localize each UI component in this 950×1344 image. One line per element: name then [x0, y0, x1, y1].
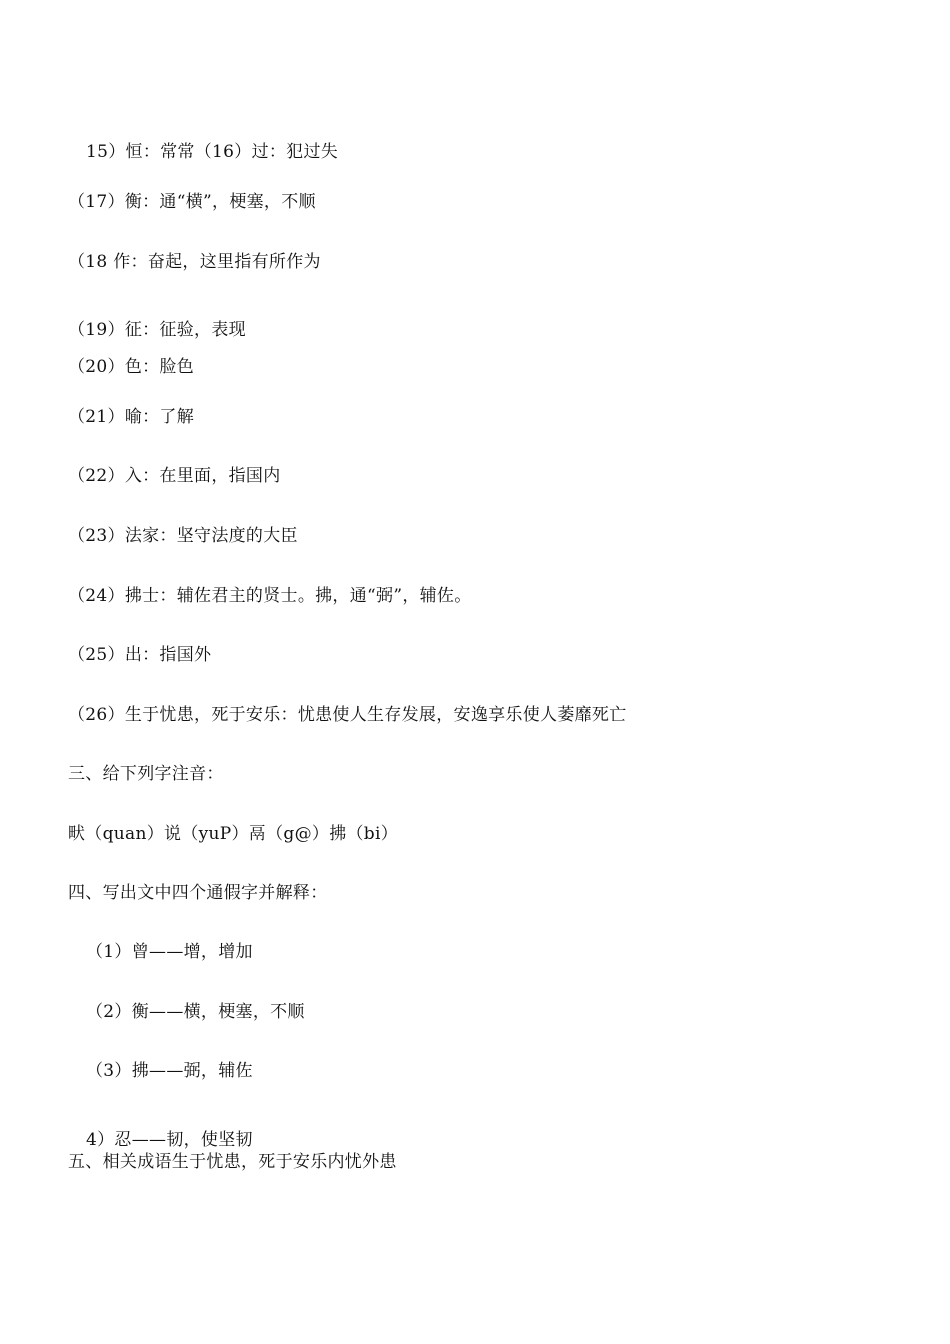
note-line-17: （17）衡：通“横”，梗塞，不顺 [68, 192, 316, 212]
note-line-25: （25）出：指国外 [68, 645, 212, 665]
note-line-26: （26）生于忧患，死于安乐：忧患使人生存发展，安逸享乐使人萎靡死亡 [68, 705, 627, 725]
tongjia-item-1: （1）曾——增，增加 [86, 942, 253, 962]
note-line-15-16: 15）恒：常常（16）过：犯过失 [86, 142, 339, 162]
section-three-heading: 三、给下列字注音： [68, 764, 224, 784]
note-line-19: （19）征：征验，表现 [68, 320, 246, 340]
note-line-23: （23）法家：坚守法度的大臣 [68, 526, 298, 546]
pronunciation-line: 畎（quan）说（yuP）鬲（g@）拂（bi） [68, 824, 399, 844]
tongjia-item-4: 4）忍——韧，使坚韧 [86, 1130, 253, 1150]
note-line-22: （22）入：在里面，指国内 [68, 466, 281, 486]
note-line-24: （24）拂士：辅佐君主的贤士。拂，通“弼”，辅佐。 [68, 586, 472, 606]
note-line-18: （18 作：奋起，这里指有所作为 [68, 252, 321, 272]
tongjia-item-3: （3）拂——弼，辅佐 [86, 1061, 253, 1081]
section-five-line: 五、相关成语生于忧患，死于安乐内忧外患 [68, 1152, 397, 1172]
note-line-20: （20）色：脸色 [68, 357, 195, 377]
note-line-21: （21）喻：了解 [68, 407, 195, 427]
tongjia-item-2: （2）衡——横，梗塞，不顺 [86, 1002, 305, 1022]
section-four-heading: 四、写出文中四个通假字并解释： [68, 883, 328, 903]
